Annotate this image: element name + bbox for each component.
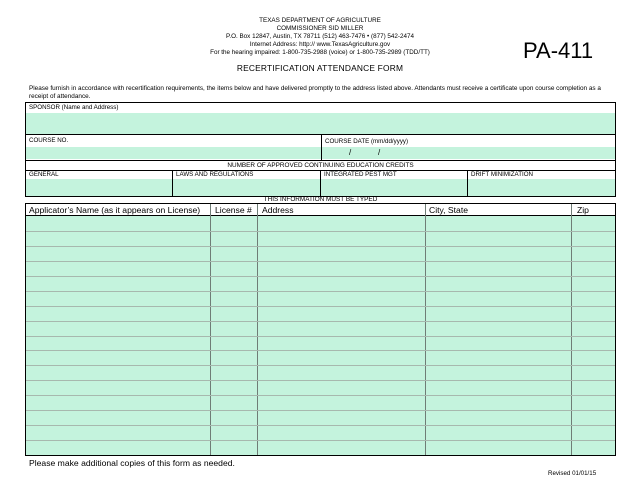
course-date-field[interactable] xyxy=(322,147,615,159)
agency-name: TEXAS DEPARTMENT OF AGRICULTURE xyxy=(259,17,381,24)
table-row-line xyxy=(26,395,615,396)
credit-laws-field[interactable] xyxy=(173,179,320,196)
form-number: PA-411 xyxy=(523,38,594,63)
credit-drift-field[interactable] xyxy=(468,179,615,196)
table-row-line xyxy=(26,261,615,262)
column-applicator-name: Applicator’s Name (as it appears on License) xyxy=(29,205,201,215)
credit-ipm-field[interactable] xyxy=(321,179,467,196)
credit-laws-label: LAWS AND REGULATIONS xyxy=(176,171,254,178)
credit-divider-3 xyxy=(467,170,468,196)
table-row-line xyxy=(26,425,615,426)
agency-website: Internet Address: http:// www.TexasAgriculture.gov xyxy=(249,41,391,48)
credit-general-label: GENERAL xyxy=(29,171,59,178)
column-license-number: License # xyxy=(215,205,252,215)
table-header-divider xyxy=(26,215,615,216)
credit-divider-2 xyxy=(320,170,321,196)
commissioner-name: COMMISSIONER SID MILLER xyxy=(276,25,364,32)
footer-note: Please make additional copies of this form as needed. xyxy=(29,458,235,468)
agency-header xyxy=(180,17,460,57)
table-row-line xyxy=(26,380,615,381)
table-row-line xyxy=(26,291,615,292)
course-bottom-divider xyxy=(26,160,615,161)
table-row-line xyxy=(26,231,615,232)
column-city-state: City, State xyxy=(429,205,469,215)
table-row-line xyxy=(26,321,615,322)
column-divider-1 xyxy=(210,204,211,455)
date-separator-2: / xyxy=(378,148,381,157)
table-row-line xyxy=(26,365,615,366)
column-zip: Zip xyxy=(577,205,589,215)
credit-divider-1 xyxy=(172,170,173,196)
credit-general-field[interactable] xyxy=(26,179,172,196)
column-divider-3 xyxy=(425,204,426,455)
credit-drift-label: DRIFT MINIMIZATION xyxy=(471,171,533,178)
column-divider-2 xyxy=(257,204,258,455)
sponsor-label: SPONSOR (Name and Address) xyxy=(29,104,119,111)
course-number-field[interactable] xyxy=(26,147,321,159)
table-row-line xyxy=(26,306,615,307)
typed-notice: THIS INFORMATION MUST BE TYPED xyxy=(263,196,378,203)
revision-date: Revised 01/01/15 xyxy=(548,470,597,477)
date-separator-1: / xyxy=(349,148,352,157)
column-address: Address xyxy=(262,205,294,215)
table-row-line xyxy=(26,336,615,337)
sponsor-field[interactable] xyxy=(26,113,615,134)
table-row-line xyxy=(26,246,615,247)
table-row-line xyxy=(26,410,615,411)
table-row-line xyxy=(26,276,615,277)
column-divider-4 xyxy=(571,204,572,455)
course-number-label: COURSE NO. xyxy=(29,137,69,144)
hearing-impaired-line: For the hearing impaired: 1-800-735-2988 (voice) or 1-800-735-2989 (TDD/TT) xyxy=(210,49,430,56)
instructions-text: Please furnish in accordance with recertification requirements, the items below and have delivered promptly to the address listed above. Attendants must receive a certificate upon course completion as a receipt of attendance. xyxy=(29,85,601,100)
agency-address: P.O. Box 12847, Austin, TX 78711 (512) 463-7476 • (877) 542-2474 xyxy=(225,33,415,40)
table-row-line xyxy=(26,440,615,441)
course-date-label: COURSE DATE (mm/dd/yyyy) xyxy=(325,138,409,145)
credit-ipm-label: INTEGRATED PEST MGT xyxy=(324,171,397,178)
credits-title: NUMBER OF APPROVED CONTINUING EDUCATION CREDITS xyxy=(227,162,414,169)
table-row-line xyxy=(26,350,615,351)
form-title: RECERTIFICATION ATTENDANCE FORM xyxy=(236,63,404,73)
